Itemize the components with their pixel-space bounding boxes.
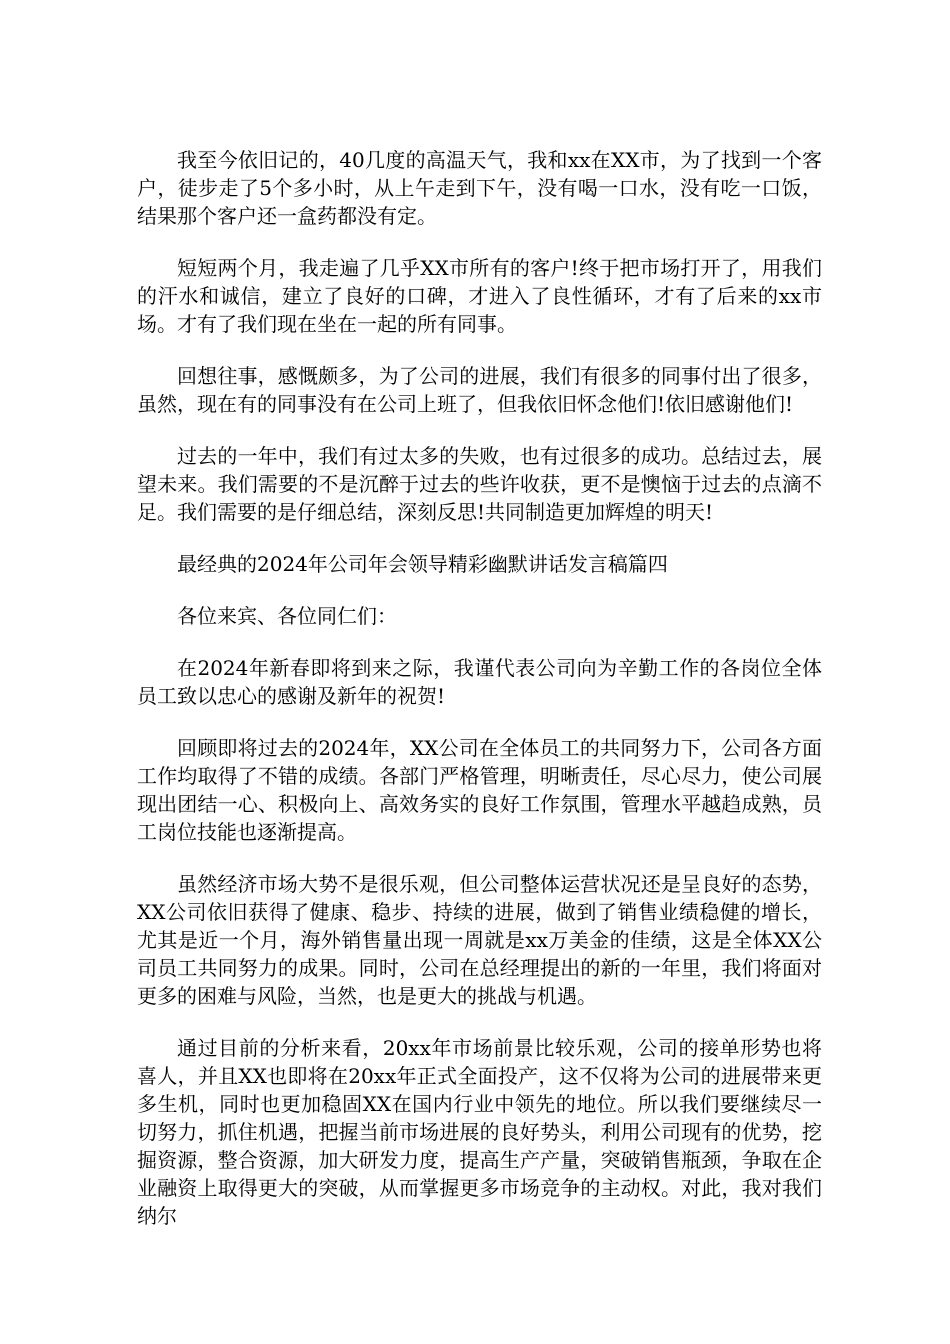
paragraph-market: 虽然经济市场大势不是很乐观，但公司整体运营状况还是呈良好的态势，XX公司依旧获得了健康、稳步、持续的进展，做到了销售业绩稳健的增长，尤其是近一个月，海外销售量出现一周就是xx万美金的佳绩，这是全体XX公司员工共同努力的成果。同时，公司在总经理提出的新的一年里，我们将面对更多的困难与风险，当然，也是更大的挑战与机遇。	[137, 872, 822, 1008]
section-heading: 最经典的2024年公司年会领导精彩幽默讲话发言稿篇四	[177, 552, 668, 576]
paragraph-salutation: 各位来宾、各位同仁们：	[177, 604, 397, 628]
paragraph-outlook: 通过目前的分析来看，20xx年市场前景比较乐观，公司的接单形势也将喜人，并且XX也即将在20xx年正式全面投产，这不仅将为公司的进展带来更多生机，同时也更加稳固XX在国内行业中领先的地位。所以我们要继续尽一切努力，抓住机遇，把握当前市场进展的良好势头，利用公司现有的优势，挖掘资源，整合资源，加大研发力度，提高生产产量，突破销售瓶颈，争取在企业融资上取得更大的突破，从而掌握更多市场竞争的主动权。对此，我对我们纳尔	[137, 1036, 822, 1228]
document-page	[137, 146, 822, 1254]
paragraph-new-year-thanks: 在2024年新春即将到来之际，我谨代表公司向为辛勤工作的各岗位全体员工致以忠心的感谢及新年的祝贺!	[137, 656, 822, 708]
paragraph-review: 回顾即将过去的2024年，XX公司在全体员工的共同努力下，公司各方面工作均取得了不错的成绩。各部门严格管理，明晰责任，尽心尽力，使公司展现出团结一心、积极向上、高效务实的良好工作氛围，管理水平越趋成熟，员工岗位技能也逐渐提高。	[137, 736, 822, 844]
paragraph-reflection: 回想往事，感慨颇多，为了公司的进展，我们有很多的同事付出了很多，虽然，现在有的同事没有在公司上班了，但我依旧怀念他们!依旧感谢他们!	[137, 364, 822, 416]
paragraph-heat-memory: 我至今依旧记的，40几度的高温天气，我和xx在XX市，为了找到一个客户，徒步走了5个多小时，从上午走到下午，没有喝一口水，没有吃一口饭，结果那个客户还一盒药都没有定。	[137, 148, 822, 228]
paragraph-two-months: 短短两个月，我走遍了几乎XX市所有的客户!终于把市场打开了，用我们的汗水和诚信，建立了良好的口碑，才进入了良性循环，才有了后来的xx市场。才有了我们现在坐在一起的所有同事。	[137, 256, 822, 336]
paragraph-past-year: 过去的一年中，我们有过太多的失败，也有过很多的成功。总结过去，展望未来。我们需要的不是沉醉于过去的些许收获，更不是懊恼于过去的点滴不足。我们需要的是仔细总结，深刻反思!共同制造更加辉煌的明天!	[137, 444, 822, 524]
